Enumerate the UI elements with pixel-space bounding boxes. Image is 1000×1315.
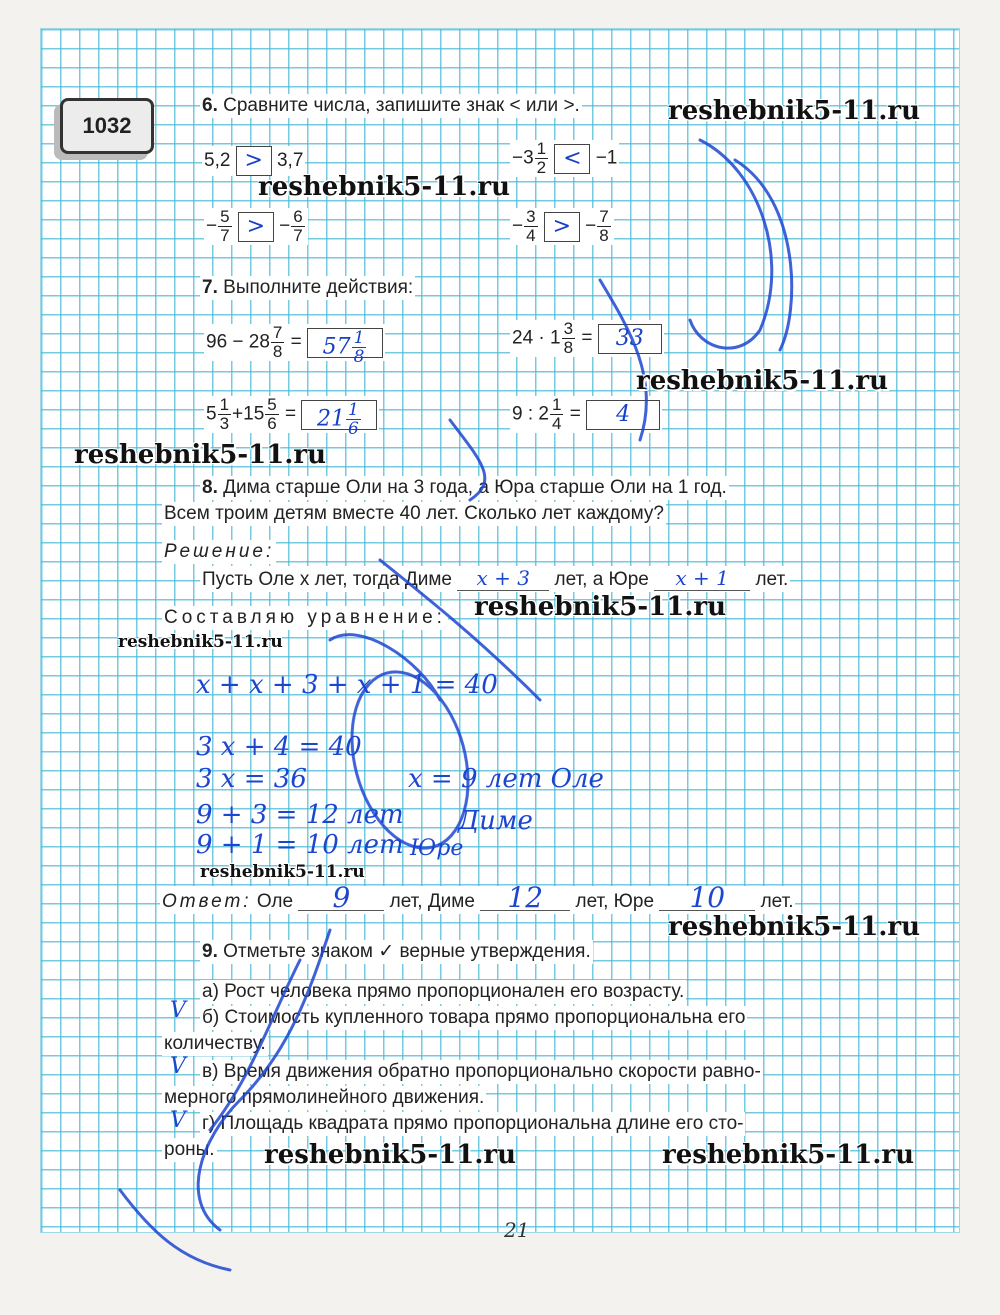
answer-box[interactable]: > xyxy=(236,146,272,176)
task7-expr-1: 96 − 28 $\frac{7}{8}$ = 57 $\frac{1}{8}$ xyxy=(204,324,385,361)
task9-item-b: б) Стоимость купленного товара прямо пропорциональна его xyxy=(202,1007,746,1028)
work-line-3: 3 x = 36 xyxy=(196,764,307,794)
page-badge: 1032 xyxy=(60,98,154,154)
answer-ole[interactable]: 9 xyxy=(298,886,384,911)
check-mark[interactable]: V xyxy=(170,998,186,1023)
watermark: reshebnik5-11.ru xyxy=(118,632,283,652)
page-number: 21 xyxy=(504,1218,530,1242)
check-mark[interactable]: V xyxy=(170,1108,186,1133)
task9-item-v-cont: мерного прямолинейного движения. xyxy=(164,1087,485,1108)
answer-box[interactable]: 4 xyxy=(586,400,660,430)
watermark: reshebnik5-11.ru xyxy=(200,862,365,882)
task9-item-v: в) Время движения обратно пропорционально скорости равно- xyxy=(202,1061,761,1082)
task6-item-4: − $\frac{3}{4}$ > − $\frac{7}{8}$ xyxy=(510,208,614,245)
work-line-6: Диме xyxy=(458,806,533,836)
watermark: reshebnik5-11.ru xyxy=(474,592,727,622)
answer-yura[interactable]: 10 xyxy=(659,886,755,911)
task6-item-1: 5,2 > 3,7 xyxy=(202,146,305,176)
task9-item-g: г) Площадь квадрата прямо пропорциональна длине его сто- xyxy=(202,1113,744,1134)
check-mark[interactable]: V xyxy=(170,1054,186,1079)
equation-label: Составляю уравнение: xyxy=(164,607,446,628)
task8-line1: 8. Дима старше Оли на 3 года, а Юра старше Оли на 1 год. xyxy=(202,477,727,498)
fill-dima[interactable]: x + 3 xyxy=(457,566,549,591)
watermark: reshebnik5-11.ru xyxy=(636,366,889,396)
task8-sentence: Пусть Оле x лет, тогда Диме x + 3 лет, а Юре x + 1 лет. xyxy=(202,566,789,590)
task9-item-a: а) Рост человека прямо пропорционален его возрасту. xyxy=(202,981,685,1002)
fill-yura[interactable]: x + 1 xyxy=(654,566,750,591)
watermark: reshebnik5-11.ru xyxy=(662,1140,915,1170)
answer-box[interactable]: 21 $\frac{1}{6}$ xyxy=(301,400,377,430)
answer-box[interactable]: 33 xyxy=(598,324,662,354)
task9-item-g-cont: роны. xyxy=(164,1139,215,1160)
work-line-8: Юре xyxy=(410,836,464,861)
task7-expr-4: 9 : 2 $\frac{1}{4}$ = 4 xyxy=(510,396,662,433)
watermark: reshebnik5-11.ru xyxy=(74,440,327,470)
task7-title: 7. Выполните действия: xyxy=(202,277,414,298)
task7-expr-2: 24 · 1 $\frac{3}{8}$ = 33 xyxy=(510,320,664,357)
task6-title: 6. Сравните числа, запишите знак < или >. xyxy=(202,95,580,116)
task8-answer: Ответ: Оле 9 лет, Диме 12 лет, Юре 10 лет. xyxy=(162,881,794,914)
check-icon: ✓ xyxy=(378,941,395,962)
watermark: reshebnik5-11.ru xyxy=(668,912,921,942)
work-line-4: x = 9 лет Оле xyxy=(408,764,604,794)
task6-item-2: −3 $\frac{1}{2}$ < −1 xyxy=(512,139,618,177)
answer-box[interactable]: > xyxy=(238,212,274,242)
answer-box[interactable]: > xyxy=(544,212,580,242)
watermark: reshebnik5-11.ru xyxy=(264,1140,517,1170)
task9-item-b-cont: количеству. xyxy=(164,1033,266,1054)
task6-item-3: − $\frac{5}{7}$ > − $\frac{6}{7}$ xyxy=(204,208,308,245)
task8-line2: Всем троим детям вместе 40 лет. Сколько лет каждому? xyxy=(164,503,664,524)
answer-box[interactable]: < xyxy=(554,144,590,174)
answer-box[interactable]: 57 $\frac{1}{8}$ xyxy=(307,328,383,358)
work-line-1: x + x + 3 + x + 1 = 40 xyxy=(196,670,498,700)
work-line-2: 3 x + 4 = 40 xyxy=(196,732,362,762)
task7-expr-3: 5 $\frac{1}{3}$ +15 $\frac{5}{6}$ = 21 $\frac{1}{6}$ xyxy=(204,396,379,433)
work-line-5: 9 + 3 = 12 лет xyxy=(196,800,404,830)
task9-title: 9. Отметьте знаком ✓ верные утверждения. xyxy=(202,941,591,962)
watermark: reshebnik5-11.ru xyxy=(258,172,511,202)
watermark: reshebnik5-11.ru xyxy=(668,96,921,126)
work-line-7: 9 + 1 = 10 лет xyxy=(196,830,404,860)
solution-label: Решение: xyxy=(164,541,275,562)
answer-dima[interactable]: 12 xyxy=(480,886,570,911)
